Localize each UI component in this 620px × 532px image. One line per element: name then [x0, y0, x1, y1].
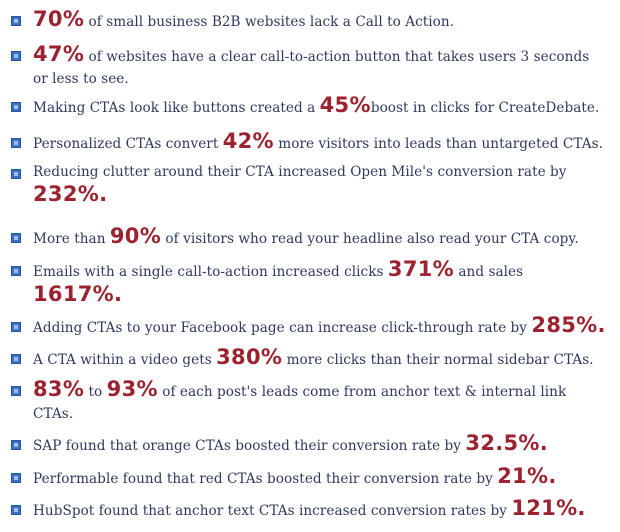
statistic-value: 93% [106, 377, 158, 401]
statement-text: SAP found that orange CTAs boosted their conversion rate by [33, 438, 466, 454]
statement-text: to [84, 384, 107, 400]
statistic-value: 121%. [511, 496, 586, 520]
list-item-text [33, 432, 608, 457]
list-item-text [33, 314, 608, 339]
list-item-text [33, 43, 608, 90]
statistic-value: 1617%. [33, 282, 123, 306]
square-bullet-icon [11, 440, 21, 450]
statement-text: Emails with a single call-to-action increased clicks [33, 264, 388, 280]
square-bullet-icon [11, 138, 21, 148]
statement-text: of each post's leads come from anchor text & internal link CTAs. [33, 384, 567, 422]
square-bullet-icon [11, 386, 21, 396]
statement-text: Making CTAs look like buttons created a [33, 100, 320, 116]
list-item-text [33, 465, 608, 490]
statement-text: HubSpot found that anchor text CTAs increased conversion rates by [33, 503, 512, 519]
statistic-value: 45% [319, 93, 371, 117]
statistic-value: 90% [109, 224, 162, 248]
list-item-text [33, 8, 608, 33]
statistic-value: 70% [33, 7, 85, 31]
statement-text: of visitors who read your headline also read your CTA copy. [161, 231, 579, 247]
list-item-text [33, 346, 608, 371]
statistic-value: 42% [222, 129, 274, 153]
square-bullet-icon [11, 16, 21, 26]
statistic-value: 285%. [531, 313, 606, 337]
list-item-text [33, 258, 608, 308]
list-item-text [33, 497, 608, 522]
statement-text: of websites have a clear call-to-action button that takes users 3 seconds or less to see. [33, 49, 590, 87]
square-bullet-icon [11, 266, 21, 276]
list-item-text [33, 225, 608, 250]
square-bullet-icon [11, 233, 21, 243]
statement-text: boost in clicks for CreateDebate. [370, 100, 600, 116]
statement-text: Reducing clutter around their CTA increased Open Mile's conversion rate by [33, 164, 567, 180]
statement-text: of small business B2B websites lack a Call to Action. [84, 14, 455, 30]
statistic-value: 232%. [33, 182, 108, 206]
statement-text: Adding CTAs to your Facebook page can increase click-through rate by [33, 320, 532, 336]
square-bullet-icon [11, 51, 21, 61]
statement-text: A CTA within a video gets [33, 352, 217, 368]
square-bullet-icon [11, 354, 21, 364]
statistic-value: 83% [33, 377, 85, 401]
statement-text: more visitors into leads than untargeted CTAs. [273, 136, 603, 152]
list-item-text [33, 94, 608, 119]
statement-text: More than [33, 231, 110, 247]
statistic-value: 47% [33, 42, 85, 66]
statistic-value: 21%. [497, 464, 557, 488]
list-item-text [33, 130, 608, 155]
square-bullet-icon [11, 169, 21, 179]
statistic-value: 371% [387, 257, 454, 281]
statement-text: and sales [453, 264, 524, 280]
statement-text: Personalized CTAs convert [33, 136, 223, 152]
statement-text: more clicks than their normal sidebar CTAs. [282, 352, 594, 368]
statistic-value: 32.5%. [465, 431, 549, 455]
statement-text: Performable found that red CTAs boosted their conversion rate by [33, 471, 498, 487]
square-bullet-icon [11, 102, 21, 112]
list-item-text [33, 378, 608, 425]
square-bullet-icon [11, 505, 21, 515]
square-bullet-icon [11, 322, 21, 332]
square-bullet-icon [11, 473, 21, 483]
statistic-value: 380% [216, 345, 283, 369]
list-item-text [33, 161, 608, 208]
